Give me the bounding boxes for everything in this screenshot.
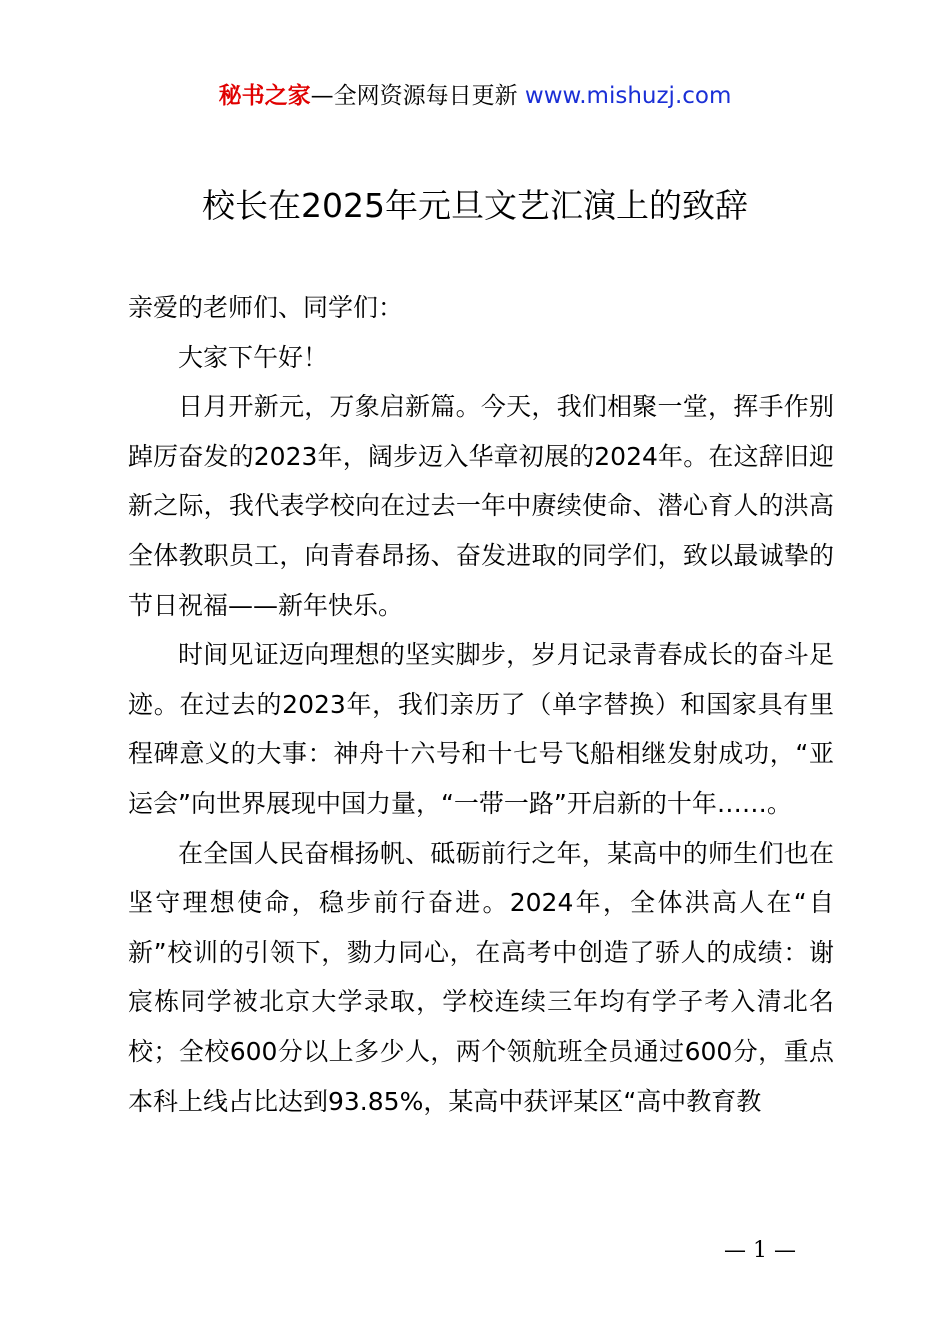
site-header (0, 80, 950, 112)
site-url-link[interactable]: www.mishuzj.com (524, 83, 732, 109)
brand-name: 秘书之家 (218, 83, 311, 109)
paragraph-new-year: 日月开新元，万象启新篇。今天，我们相聚一堂，挥手作别踔厉奋发的2023年，阔步迈入华章初展的2024年。在这辞旧迎新之际，我代表学校向在过去一年中赓续使命、潜心育人的洪高全体教职员工，向青春昂扬、奋发进取的同学们，致以最诚挚的节日祝福——新年快乐。 (128, 392, 834, 620)
document-title: 校长在2025年元旦文艺汇演上的致辞 (202, 186, 748, 225)
paragraph-achievements: 在全国人民奋楫扬帆、砥砺前行之年，某高中的师生们也在坚守理想使命，稳步前行奋进。2024年，全体洪高人在“自新”校训的引领下，勠力同心，在高考中创造了骄人的成绩：谢宸栋同学被北京大学录取，学校连续三年均有学子考入清北名校；全校600分以上多少人，两个领航班全员通过600分，重点本科上线占比达到93.85%，某高中获评某区“高中教育教 (128, 838, 834, 1116)
paragraph-greeting: 大家下午好！ (178, 342, 329, 372)
page-number: — 1 — (724, 1238, 796, 1263)
paragraph-review: 时间见证迈向理想的坚实脚步，岁月记录青春成长的奋斗足迹。在过去的2023年，我们亲历了（单字替换）和国家具有里程碑意义的大事：神舟十六号和十七号飞船相继发射成功，“亚运会”向世界展现中国力量，“一带一路”开启新的十年……。 (128, 640, 834, 818)
document-body (128, 283, 834, 1126)
salutation: 亲爱的老师们、同学们： (128, 293, 404, 322)
header-tagline: —全网资源每日更新 (310, 83, 525, 109)
